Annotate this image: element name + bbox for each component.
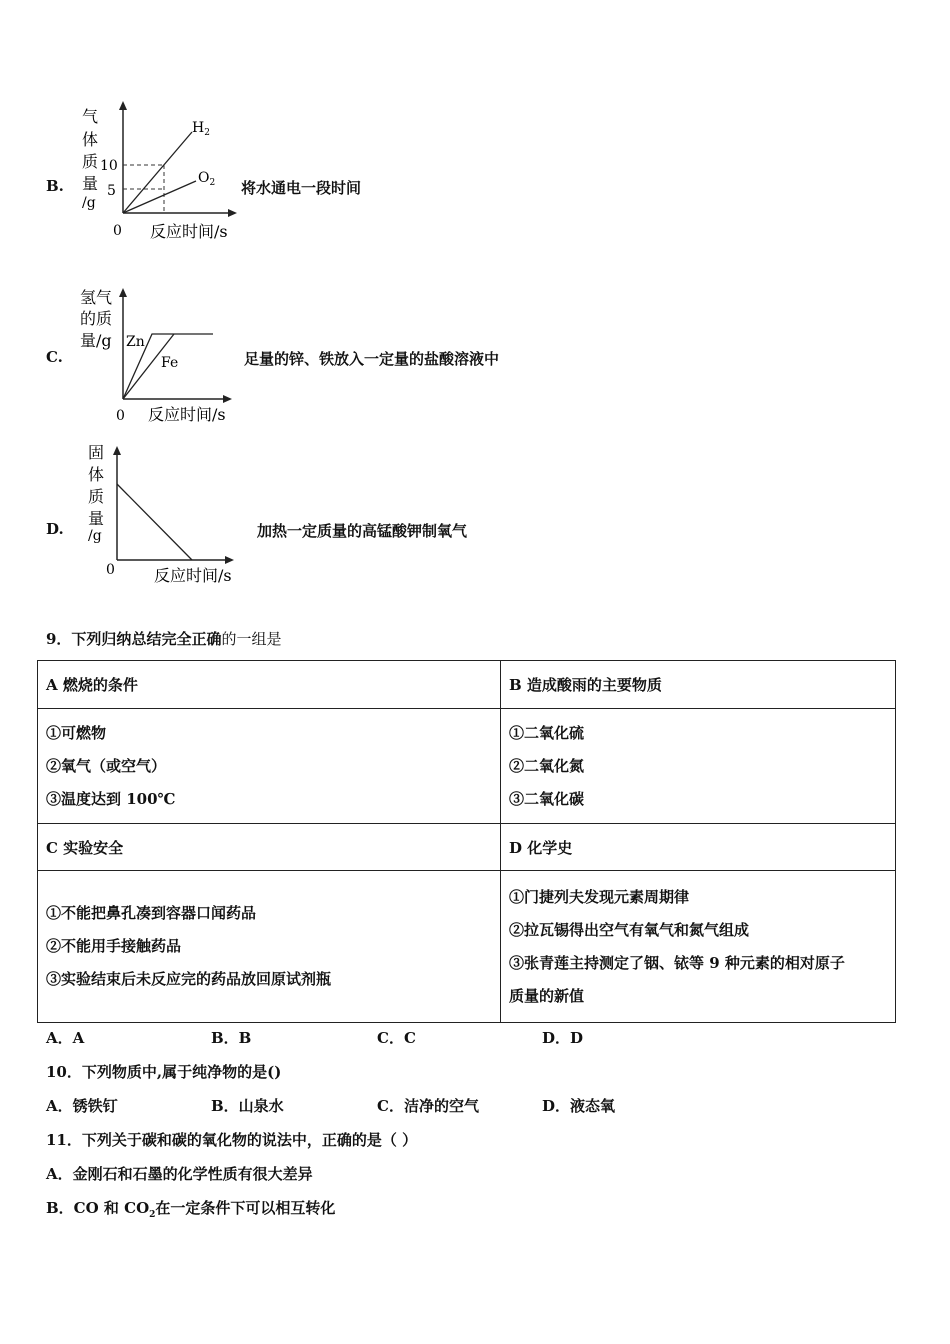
graph-b-origin: 0 <box>113 223 122 239</box>
q9-stem: 9．下列归纳总结完全正确的一组是 <box>46 630 282 648</box>
graph-c-ylabel-row: 量/g <box>80 331 112 350</box>
graph-c-series-zn: Zn <box>126 334 145 350</box>
q9-option-b[interactable]: B．B <box>211 1029 252 1047</box>
graph-c-caption: 足量的锌、铁放入一定量的盐酸溶液中 <box>244 350 500 368</box>
q11-option-b[interactable]: B．CO 和 $CO_2$在一定条件下可以相互转化 <box>46 1199 336 1220</box>
option-b-label: B. <box>46 177 64 195</box>
q9-b-item: ③二氧化碳 <box>509 789 585 808</box>
graph-c-ylabel-row: 氢气 <box>80 288 113 307</box>
graph-d-x-arrow <box>225 556 234 564</box>
graph-b-y-arrow <box>119 101 127 110</box>
q9-b-item: ②二氧化氮 <box>509 756 585 775</box>
graph-c <box>70 282 250 432</box>
q9-a-item: ③温度达到 100℃ <box>46 789 176 808</box>
graph-b-ylabel-char: 质 <box>82 152 99 171</box>
graph-b-ylabel-char: 量 <box>82 174 99 193</box>
q9-d-item: ③张青莲主持测定了铟、铱等 9 种元素的相对原子 <box>509 953 845 972</box>
q9-cell-a-head: A 燃烧的条件 <box>38 661 501 709</box>
q11-stem: 11．下列关于碳和碳的氧化物的说法中，正确的是（ ） <box>46 1131 418 1149</box>
q9-cell-b-head: B 造成酸雨的主要物质 <box>501 661 896 709</box>
graph-b-tick-5: 5 <box>107 183 116 199</box>
graph-d-ylabel-char: 固 <box>88 443 105 462</box>
q9-d-item: 质量的新值 <box>509 986 585 1005</box>
q10-option-b[interactable]: B．山泉水 <box>211 1097 284 1115</box>
graph-b-yunit: /g <box>82 195 96 211</box>
q9-cell-a-body <box>38 709 501 824</box>
q9-d-item: ②拉瓦锡得出空气有氧气和氮气组成 <box>509 920 750 939</box>
graph-d-ylabel-char: 体 <box>88 465 105 484</box>
graph-b-x-arrow <box>228 209 237 217</box>
graph-d-line-solid <box>117 484 192 560</box>
graph-b-xlabel: 反应时间/s <box>150 222 228 241</box>
graph-b-series-h2: $H_2$ <box>192 120 210 138</box>
graph-c-origin: 0 <box>116 408 125 424</box>
q9-option-c[interactable]: C．C <box>377 1029 416 1047</box>
q9-c-item: ①不能把鼻孔凑到容器口闻药品 <box>46 904 257 922</box>
q10-option-d[interactable]: D．液态氧 <box>542 1097 616 1115</box>
graph-c-y-arrow <box>119 288 127 297</box>
q9-cell-c-head: C 实验安全 <box>38 824 501 871</box>
graph-d-ylabel-char: 量 <box>88 509 105 528</box>
q9-a-item: ①可燃物 <box>46 723 107 742</box>
graph-d-caption: 加热一定质量的高锰酸钾制氧气 <box>257 522 468 540</box>
graph-c-x-arrow <box>223 395 232 403</box>
q9-cell-b-body <box>501 709 896 824</box>
graph-d-yunit: /g <box>88 528 102 544</box>
graph-b-tick-10: 10 <box>100 158 118 174</box>
graph-b-ylabel-char: 体 <box>82 130 99 149</box>
q9-cell-c-body <box>38 871 501 1023</box>
q10-option-a[interactable]: A．锈铁钉 <box>46 1097 118 1115</box>
graph-b-caption: 将水通电一段时间 <box>241 179 362 197</box>
graph-b-series-o2: $O_2$ <box>198 170 216 188</box>
q9-option-a[interactable]: A．A <box>46 1029 85 1047</box>
graph-c-ylabel-row: 的质 <box>80 309 113 328</box>
graph-c-xlabel: 反应时间/s <box>148 405 226 424</box>
q10-option-c[interactable]: C．洁净的空气 <box>377 1097 479 1115</box>
graph-d-origin: 0 <box>106 562 115 578</box>
graph-d-y-arrow <box>113 446 121 455</box>
q9-c-item: ③实验结束后未反应完的药品放回原试剂瓶 <box>46 970 332 988</box>
graph-b-line-h2 <box>123 132 192 213</box>
option-d-label: D. <box>46 520 64 538</box>
option-c-label: C. <box>46 348 63 366</box>
q10-stem: 10．下列物质中,属于纯净物的是() <box>46 1063 282 1081</box>
graph-d <box>70 440 250 590</box>
q9-table <box>37 660 896 1023</box>
q9-d-item: ①门捷列夫发现元素周期律 <box>509 887 690 906</box>
q9-a-item: ②氧气（或空气） <box>46 756 167 775</box>
graph-b-line-o2 <box>123 181 196 213</box>
q9-option-d[interactable]: D．D <box>542 1029 584 1047</box>
q9-cell-d-body <box>501 871 896 1023</box>
q9-b-item: ①二氧化硫 <box>509 723 585 742</box>
graph-c-series-fe: Fe <box>161 355 179 371</box>
graph-d-xlabel: 反应时间/s <box>154 566 232 585</box>
q9-c-item: ②不能用手接触药品 <box>46 937 182 955</box>
q11-option-a[interactable]: A．金刚石和石墨的化学性质有很大差异 <box>46 1165 313 1183</box>
q9-cell-d-head: D 化学史 <box>501 824 896 871</box>
graph-b <box>70 95 250 245</box>
graph-b-ylabel-char: 气 <box>82 107 99 126</box>
graph-d-ylabel-char: 质 <box>88 487 105 506</box>
